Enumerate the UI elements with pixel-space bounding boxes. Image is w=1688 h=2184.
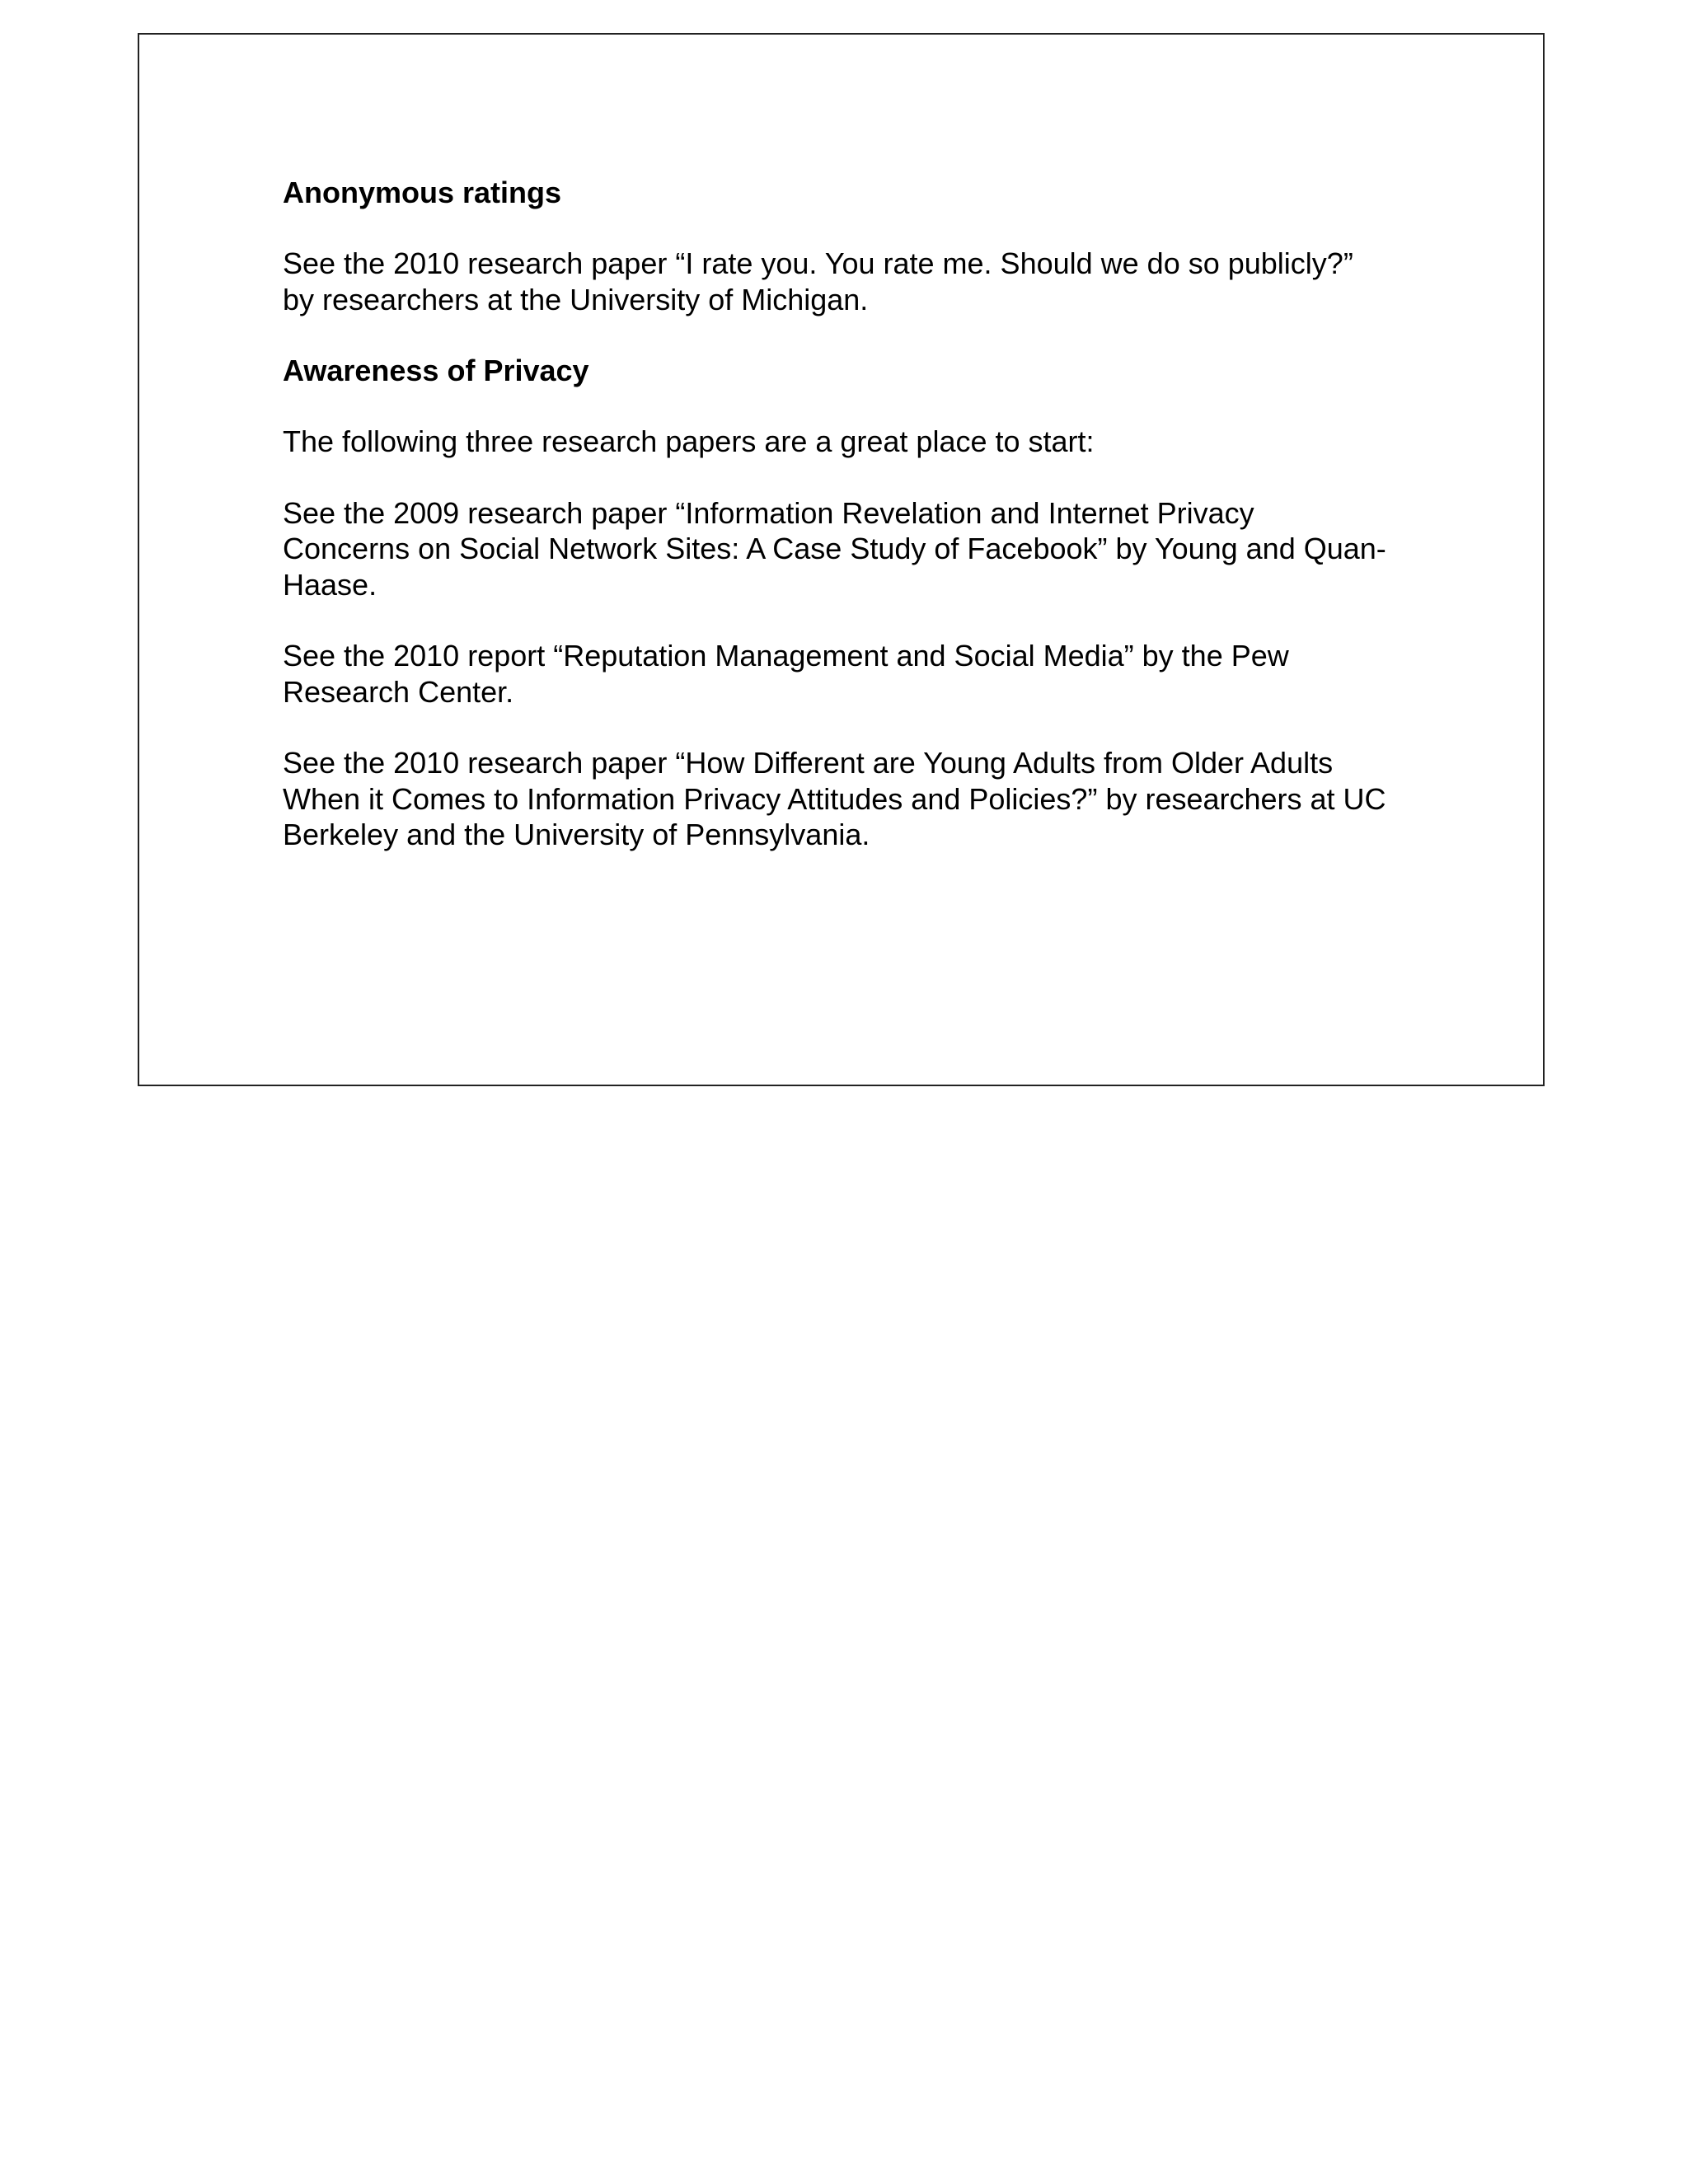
notes-content bbox=[283, 175, 1387, 888]
paragraph-intro: The following three research papers are a great place to start: bbox=[283, 424, 1095, 458]
paragraph-michigan-paper: See the 2010 research paper “I rate you. You rate me. Should we do so publicly?” by researchers at the University of Michigan. bbox=[283, 246, 1353, 316]
paragraph-facebook-paper: See the 2009 research paper “Information Revelation and Internet Privacy Concerns on Social Network Sites: A Case Study of Facebook” by Young and Quan-Haase. bbox=[283, 495, 1386, 602]
section-heading-awareness-of-privacy: Awareness of Privacy bbox=[283, 354, 589, 387]
paragraph-berkeley-paper: See the 2010 research paper “How Different are Young Adults from Older Adults When it Comes to Information Privacy Attitudes and Policies?” by researchers at UC Berkeley and the University of Pennsylvania. bbox=[283, 746, 1386, 851]
paragraph-pew-report: See the 2010 report “Reputation Management and Social Media” by the Pew Research Center. bbox=[283, 639, 1289, 709]
slide-frame bbox=[138, 33, 1545, 1086]
section-heading-anonymous-ratings: Anonymous ratings bbox=[283, 176, 562, 209]
